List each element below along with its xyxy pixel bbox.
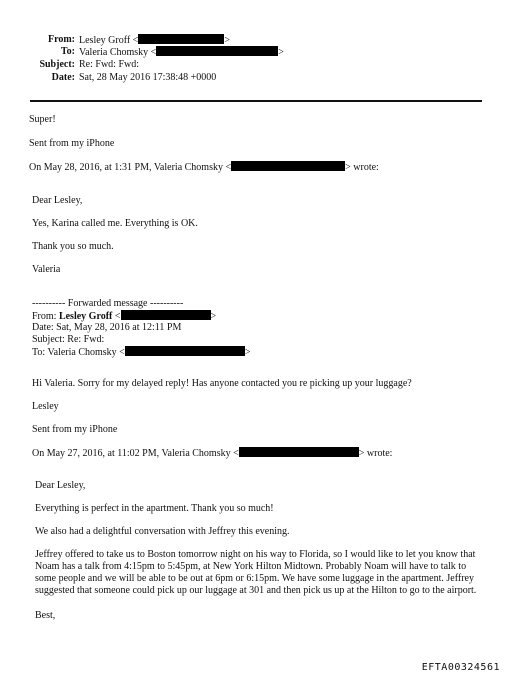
header-date-label: Date: <box>51 72 75 83</box>
forwarded-banner: ---------- Forwarded message ---------- <box>32 298 184 309</box>
body-boston-plan: Jeffrey offered to take us to Boston tomorrow night on his way to Florida, so I would like to let you know that Noam has a talk from 4:15pm to 5:45pm, at New York Hilton Midtown. Probably Noam will have to talk to some people and we will be able to be out at 6pm or 6:15pm. We have some luggage in the apartment. Jeffrey suggested that someone could pick up our luggage at 301 and then pick us up at the Hilton to go to the airport. <box>35 549 477 596</box>
fwd-from-bracket: < <box>112 311 121 322</box>
header-to-value <box>79 46 284 59</box>
from-name: Lesley Groff < <box>79 35 139 46</box>
header-date-value: Sat, 28 May 2016 17:38:48 +0000 <box>79 72 217 83</box>
body-apartment: Everything is perfect in the apartment. Thank you so much! <box>35 503 274 514</box>
sent-from-iphone-2: Sent from my iPhone <box>32 424 118 435</box>
document-id: EFTA00324561 <box>421 662 500 673</box>
greeting-1: Dear Lesley, <box>32 195 83 206</box>
forwarded-subject: Subject: Re: Fwd: <box>32 334 105 345</box>
reply-super: Super! <box>29 114 56 125</box>
quote-prefix: On May 28, 2016, at 1:31 PM, Valeria Chomsky < <box>29 162 232 173</box>
header-to <box>0 46 512 58</box>
fwd-from-name: Lesley Groff <box>58 311 113 322</box>
redacted-email <box>231 161 345 171</box>
quote-header-2 <box>32 447 392 460</box>
greeting-2: Dear Lesley, <box>35 480 86 491</box>
bracket-close: > <box>210 311 217 322</box>
header-subject-label: Subject: <box>39 59 75 70</box>
to-name: Valeria Chomsky < <box>79 47 157 58</box>
sent-from-iphone: Sent from my iPhone <box>29 138 115 149</box>
header-from-label: From: <box>47 34 75 45</box>
signature-lesley: Lesley <box>32 401 59 412</box>
header-to-label: To: <box>60 46 75 57</box>
bracket-close: > <box>244 347 251 358</box>
body-thanks: Thank you so much. <box>32 241 114 252</box>
closing-best: Best, <box>35 610 56 621</box>
bracket-close: > <box>224 35 230 46</box>
redacted-email <box>125 346 245 356</box>
signature-valeria: Valeria <box>32 264 61 275</box>
header-from <box>0 34 512 46</box>
redacted-email <box>121 310 211 320</box>
header-subject-value: Re: Fwd: Fwd: <box>79 59 140 70</box>
header-subject <box>0 59 512 71</box>
forwarded-date: Date: Sat, May 28, 2016 at 12:11 PM <box>32 322 182 333</box>
fwd-from-prefix: From: <box>32 311 59 322</box>
quote-prefix: On May 27, 2016, at 11:02 PM, Valeria Chomsky < <box>32 448 239 459</box>
redacted-email <box>156 46 278 56</box>
redacted-email <box>239 447 359 457</box>
header-divider <box>30 100 482 102</box>
redacted-email <box>138 34 224 44</box>
quote-header-1 <box>29 161 379 174</box>
body-hi-valeria: Hi Valeria. Sorry for my delayed reply! Has anyone contacted you re picking up your luggage? <box>32 378 412 389</box>
quote-suffix: > wrote: <box>358 448 393 459</box>
body-karina: Yes, Karina called me. Everything is OK. <box>32 218 198 229</box>
fwd-to-prefix: To: Valeria Chomsky < <box>32 347 125 358</box>
body-conversation: We also had a delightful conversation with Jeffrey this evening. <box>35 526 290 537</box>
quote-suffix: > wrote: <box>345 162 379 173</box>
header-date <box>0 72 512 84</box>
bracket-close: > <box>278 47 284 58</box>
forwarded-to <box>32 346 250 359</box>
